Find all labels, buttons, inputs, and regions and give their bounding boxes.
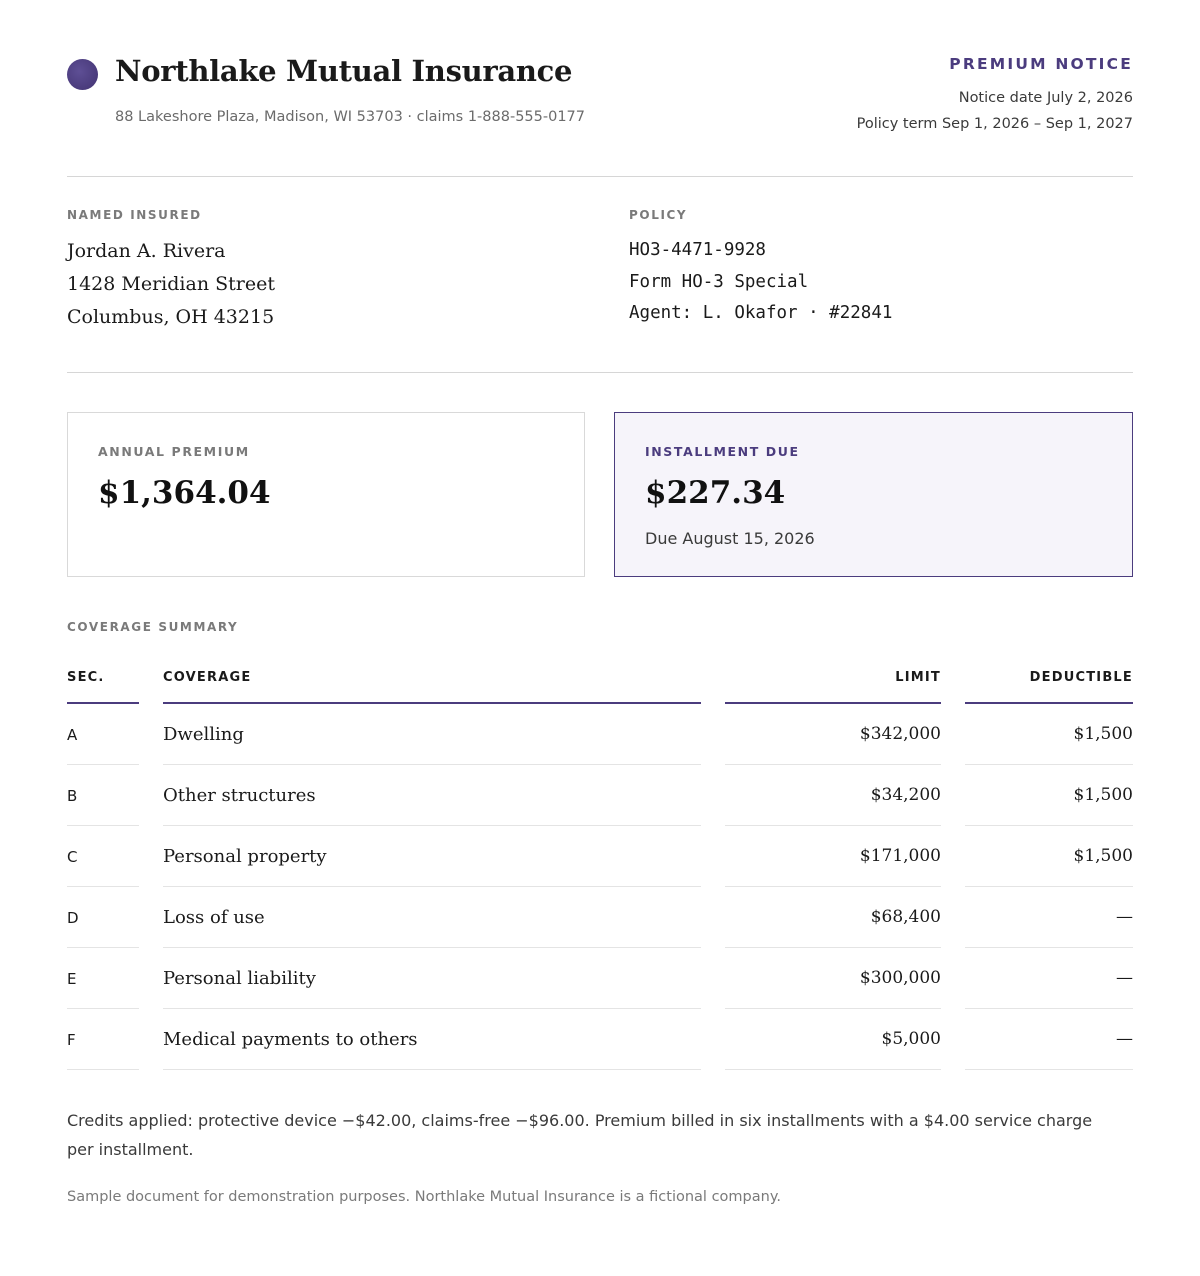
notice-date: Notice date July 2, 2026 xyxy=(958,90,1133,106)
annual-premium-card xyxy=(67,412,585,577)
table-row xyxy=(67,887,1133,948)
coverage-name-cell: Personal liability xyxy=(163,968,316,989)
annual-premium-amount: $1,364.04 xyxy=(98,475,271,511)
company-name: Northlake Mutual Insurance xyxy=(115,54,573,88)
coverage-deductible-cell: — xyxy=(1116,1029,1133,1049)
row-divider xyxy=(67,1069,139,1070)
row-divider xyxy=(163,1069,701,1070)
disclaimer: Sample document for demonstration purposes. Northlake Mutual Insurance is a fictional company. xyxy=(67,1189,781,1205)
coverage-section-cell: B xyxy=(67,787,78,805)
coverage-name-cell: Personal property xyxy=(163,846,327,867)
coverage-limit-cell: $5,000 xyxy=(881,1029,941,1049)
installment-due-amount: $227.34 xyxy=(645,475,786,511)
coverage-limit-cell: $342,000 xyxy=(859,724,941,744)
table-row xyxy=(67,948,1133,1009)
table-row xyxy=(67,765,1133,826)
row-divider xyxy=(725,1069,941,1070)
coverage-section-cell: D xyxy=(67,909,79,927)
premium-notice-document xyxy=(67,0,1133,1276)
coverage-section-cell: C xyxy=(67,848,78,866)
column-header-deductible: DEDUCTIBLE xyxy=(1029,670,1133,685)
coverage-limit-cell: $171,000 xyxy=(859,846,941,866)
coverage-deductible-cell: $1,500 xyxy=(1073,724,1133,744)
coverage-deductible-cell: — xyxy=(1116,907,1133,927)
coverage-section-cell: A xyxy=(67,726,78,744)
insured-name: Jordan A. Rivera xyxy=(67,240,226,262)
policy-term: Policy term Sep 1, 2026 – Sep 1, 2027 xyxy=(856,116,1133,132)
coverage-limit-cell: $34,200 xyxy=(870,785,941,805)
table-row xyxy=(67,826,1133,887)
details-divider xyxy=(67,372,1133,373)
coverage-deductible-cell: $1,500 xyxy=(1073,785,1133,805)
coverage-name-cell: Other structures xyxy=(163,785,316,806)
coverage-deductible-cell: — xyxy=(1116,968,1133,988)
policy-agent: Agent: L. Okafor · #22841 xyxy=(629,303,893,323)
notice-type-title: PREMIUM NOTICE xyxy=(949,55,1133,73)
coverage-limit-cell: $300,000 xyxy=(859,968,941,988)
coverage-name-cell: Loss of use xyxy=(163,907,265,928)
column-header-coverage: COVERAGE xyxy=(163,670,252,685)
policy-form: Form HO-3 Special xyxy=(629,272,809,292)
named-insured-label: NAMED INSURED xyxy=(67,208,202,222)
installment-due-label: INSTALLMENT DUE xyxy=(645,444,800,459)
annual-premium-label: ANNUAL PREMIUM xyxy=(98,444,250,459)
column-header-limit: LIMIT xyxy=(895,670,941,685)
table-row xyxy=(67,1009,1133,1070)
company-logo-icon xyxy=(67,59,98,90)
insured-city-state-zip: Columbus, OH 43215 xyxy=(67,306,275,328)
coverage-deductible-cell: $1,500 xyxy=(1073,846,1133,866)
row-divider xyxy=(965,1069,1133,1070)
coverage-name-cell: Medical payments to others xyxy=(163,1029,418,1050)
coverage-section-cell: E xyxy=(67,970,77,988)
installment-due-card xyxy=(614,412,1133,577)
coverage-name-cell: Dwelling xyxy=(163,724,244,745)
company-address: 88 Lakeshore Plaza, Madison, WI 53703 · claims 1-888-555-0177 xyxy=(115,109,586,125)
header-divider xyxy=(67,176,1133,177)
installment-due-date: Due August 15, 2026 xyxy=(645,529,815,548)
coverage-section-cell: F xyxy=(67,1031,76,1049)
coverage-limit-cell: $68,400 xyxy=(870,907,941,927)
policy-number: HO3-4471-9928 xyxy=(629,240,766,260)
insured-street: 1428 Meridian Street xyxy=(67,273,275,295)
coverage-summary-label: COVERAGE SUMMARY xyxy=(67,620,239,634)
policy-label: POLICY xyxy=(629,208,688,222)
table-row xyxy=(67,704,1133,765)
column-header-sec: SEC. xyxy=(67,670,105,685)
credits-note: Credits applied: protective device −$42.00, claims-free −$96.00. Premium billed in six installments with a $4.00 service charge per installment. xyxy=(67,1111,1093,1159)
